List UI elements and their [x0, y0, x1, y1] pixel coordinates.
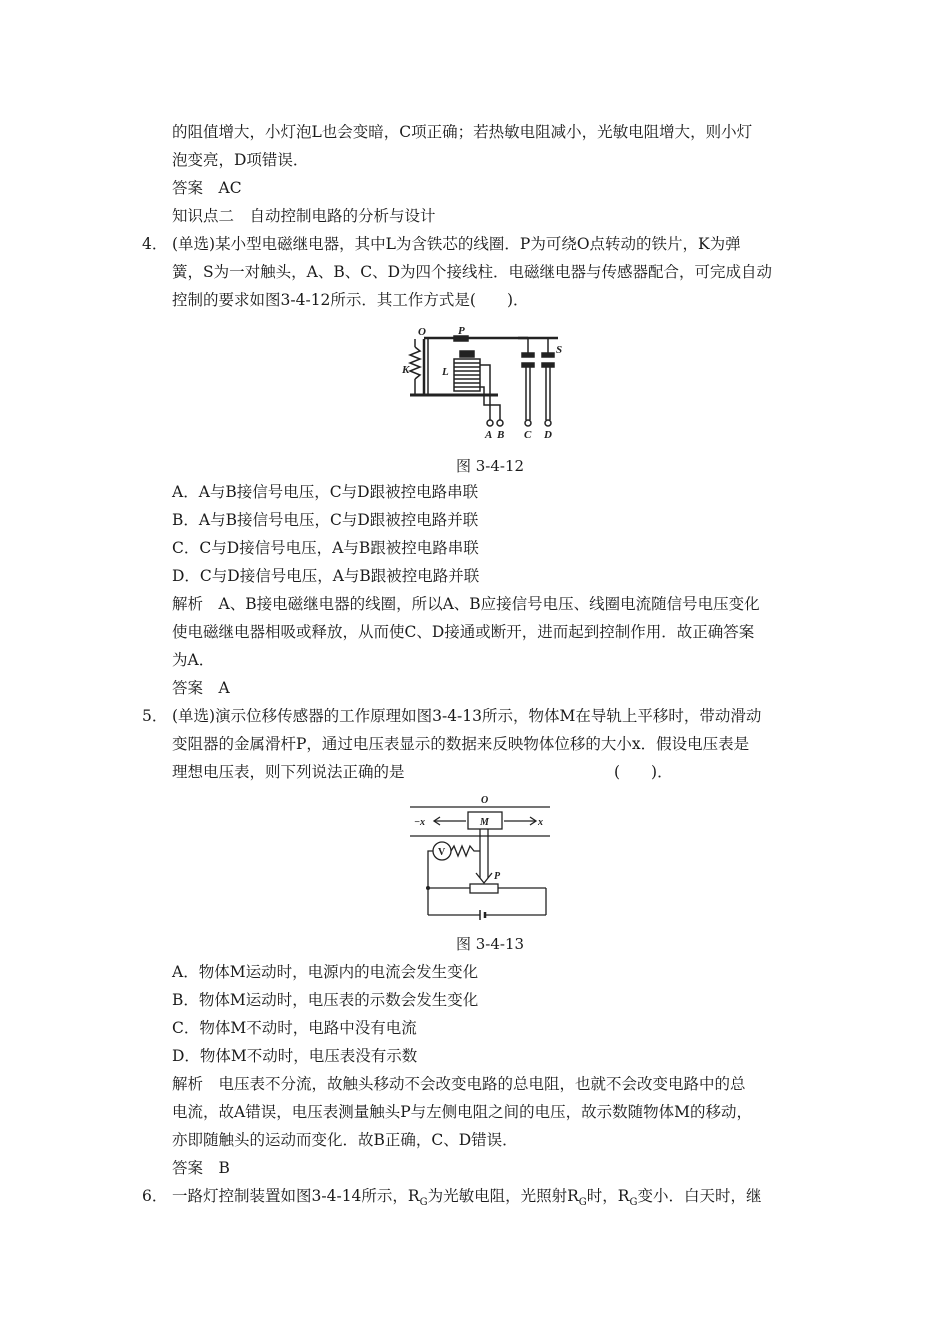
label-D: D [544, 429, 552, 441]
label-C: C [524, 429, 532, 441]
question-text: 一路灯控制装置如图3-4-14所示，$R_G$为光敏电阻，光照射$R_G$时，$R_G$变小．白天时，继 [172, 1187, 762, 1209]
label-B: B [497, 429, 505, 441]
analysis-text: 电流，故A错误，电压表测量触头P与左侧电阻之间的电压，故示数随物体M的移动， [172, 1103, 752, 1121]
label-A: A [485, 429, 493, 441]
figure-caption: 图 3-4-12 [456, 457, 525, 475]
label-V: V [438, 847, 446, 858]
label-P: P [494, 871, 501, 882]
relay-diagram [398, 325, 578, 445]
text-line: 泡变亮，D项错误． [172, 151, 309, 169]
question-number: 4． [142, 235, 168, 253]
label-O: O [418, 326, 426, 338]
label-x: x [538, 817, 543, 828]
analysis-text: 为A． [172, 651, 215, 669]
question-text: (单选)演示位移传感器的工作原理如图3-4-13所示，物体M在导轨上平移时，带动滑动 [172, 707, 762, 725]
question-text: 控制的要求如图3-4-12所示．其工作方式是( )． [172, 291, 529, 309]
text-line: 的阻值增大，小灯泡L也会变暗，C项正确；若热敏电阻减小，光敏电阻增大，则小灯 [172, 123, 753, 141]
answer-line: 答案 AC [172, 179, 242, 197]
label-K: K [402, 364, 410, 376]
question-number: 6． [142, 1187, 168, 1205]
displacement-sensor-diagram [410, 793, 555, 923]
option-c: C．C与D接信号电压，A与B跟被控电路串联 [172, 539, 479, 557]
option-d: D．C与D接信号电压，A与B跟被控电路并联 [172, 567, 480, 585]
label-O: O [481, 795, 489, 806]
question-number: 5． [142, 707, 168, 725]
figure-caption: 图 3-4-13 [456, 935, 525, 953]
question-text: 变阻器的金属滑杆P，通过电压表显示的数据来反映物体位移的大小x．假设电压表是 [172, 735, 750, 753]
option-d: D．物体M不动时，电压表没有示数 [172, 1047, 418, 1065]
label-L: L [442, 366, 449, 378]
option-a: A．物体M运动时，电源内的电流会发生变化 [172, 963, 479, 981]
label-minus-x: −x [414, 817, 426, 828]
label-M: M [480, 817, 489, 828]
question-bracket: ( )． [614, 763, 673, 781]
analysis-text: 解析 A、B接电磁继电器的线圈，所以A、B应接信号电压、线圈电流随信号电压变化 [172, 595, 760, 613]
analysis-text: 使电磁继电器相吸或释放，从而使C、D接通或断开，进而起到控制作用．故正确答案 [172, 623, 755, 641]
question-text: (单选)某小型电磁继电器，其中L为含铁芯的线圈．P为可绕O点转动的铁片，K为弹 [172, 235, 741, 253]
answer-line: 答案 A [172, 679, 230, 697]
analysis-text: 亦即随触头的运动而变化．故B正确，C、D错误． [172, 1131, 518, 1149]
option-a: A．A与B接信号电压，C与D跟被控电路串联 [172, 483, 479, 501]
option-b: B．物体M运动时，电压表的示数会发生变化 [172, 991, 479, 1009]
option-c: C．物体M不动时，电路中没有电流 [172, 1019, 417, 1037]
question-text: 簧，S为一对触头，A、B、C、D为四个接线柱．电磁继电器与传感器配合，可完成自动 [172, 263, 772, 281]
section-heading: 知识点二 自动控制电路的分析与设计 [172, 207, 436, 225]
question-text: 理想电压表，则下列说法正确的是 [172, 763, 405, 781]
analysis-text: 解析 电压表不分流，故触头移动不会改变电路的总电阻，也就不会改变电路中的总 [172, 1075, 746, 1093]
label-S: S [556, 344, 563, 356]
option-b: B．A与B接信号电压，C与D跟被控电路并联 [172, 511, 479, 529]
answer-line: 答案 B [172, 1159, 230, 1177]
label-P: P [458, 325, 465, 337]
